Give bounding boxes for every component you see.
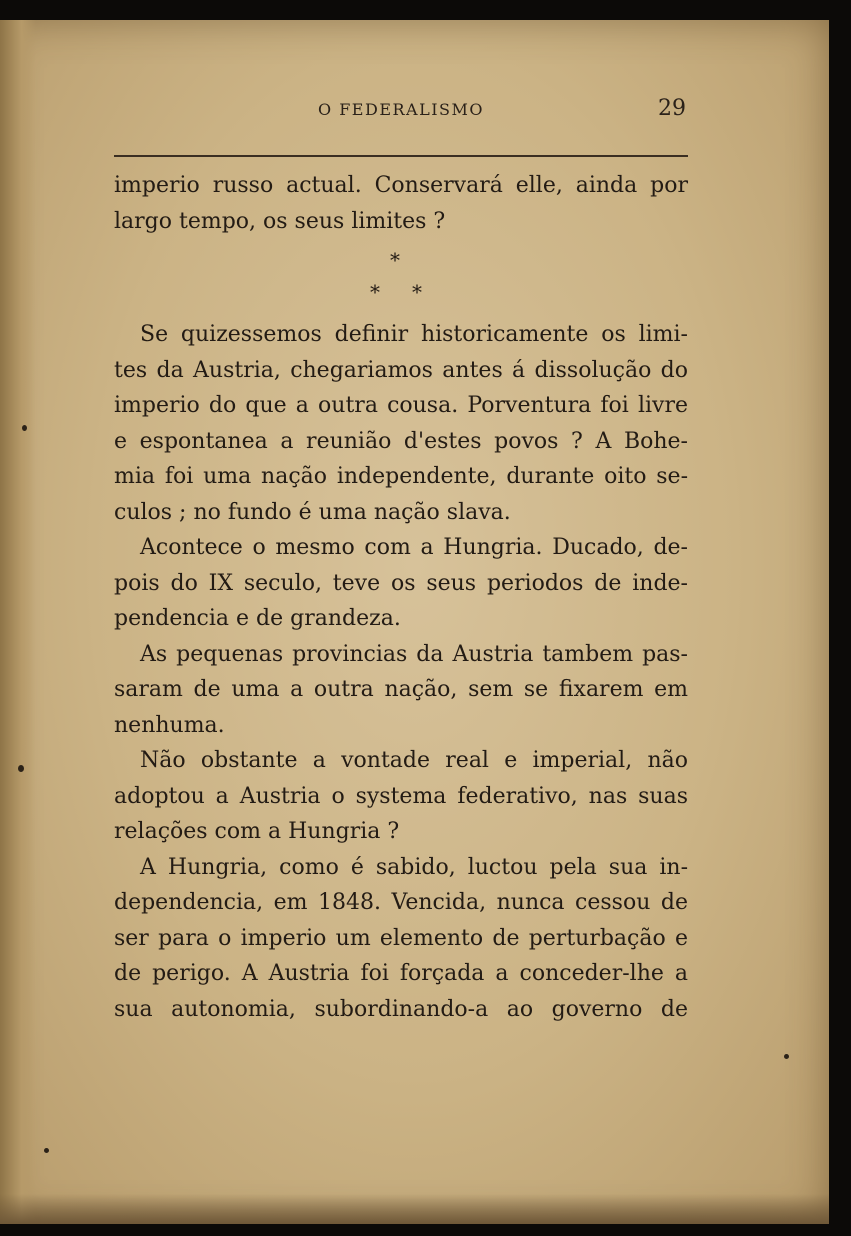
asterisk-ornament: *: [412, 280, 422, 304]
paragraph: [114, 530, 688, 637]
text-line: relações com a Hungria ?: [114, 819, 400, 844]
speck: [784, 1054, 789, 1059]
paragraph: [114, 743, 688, 850]
text-line: pois do IX seculo, teve os seus periodos de inde-: [114, 570, 688, 596]
text-line: Acontece o mesmo com a Hungria. Ducado, de-: [140, 535, 688, 560]
text-line: imperio do que a outra cousa. Porventura foi livre: [114, 393, 688, 418]
text-line: pendencia e de grandeza.: [114, 606, 401, 631]
text-line: mia foi uma nação independente, durante oito se-: [114, 464, 688, 489]
text-line: e espontanea a reunião d'estes povos ? A Bohe-: [114, 428, 688, 454]
paragraph: [114, 168, 688, 239]
text-line: largo tempo, os seus limites ?: [114, 208, 446, 234]
asterisk-ornament: *: [370, 280, 380, 304]
text-line: adoptou a Austria o systema federativo, nas suas: [114, 783, 688, 809]
paragraph: [114, 317, 688, 530]
text-line: Não obstante a vontade real e imperial, não: [140, 748, 688, 773]
text-line: dependencia, em 1848. Vencida, nunca cessou de: [114, 890, 688, 915]
asterisk-ornament: *: [390, 248, 400, 272]
section-ornament: [114, 245, 688, 317]
text-line: de perigo. A Austria foi forçada a conceder-lhe a: [114, 961, 688, 986]
header-rule: [114, 155, 688, 157]
running-title: O FEDERALISMO: [318, 100, 484, 119]
page-number: 29: [658, 96, 686, 121]
text-line: culos ; no fundo é uma nação slava.: [114, 499, 511, 525]
text-line: saram de uma a outra nação, sem se fixarem em: [114, 677, 688, 702]
speck: [22, 425, 27, 431]
text-line: As pequenas provincias da Austria tambem pas-: [140, 641, 688, 667]
speck: [44, 1148, 49, 1153]
text-line: A Hungria, como é sabido, luctou pela sua in-: [140, 854, 688, 880]
paragraph: [114, 637, 688, 744]
text-line: sua autonomia, subordinando-a ao governo de: [114, 996, 688, 1022]
body-text: [114, 168, 688, 1027]
text-line: ser para o imperio um elemento de perturbação e: [114, 925, 688, 951]
paragraph: [114, 850, 688, 1028]
text-line: Se quizessemos definir historicamente os limi-: [140, 322, 688, 347]
text-line: imperio russo actual. Conservará elle, ainda por: [114, 173, 688, 198]
text-line: tes da Austria, chegariamos antes á dissolução do: [114, 357, 688, 383]
running-header: [112, 96, 690, 130]
speck: [18, 765, 24, 772]
text-line: nenhuma.: [114, 712, 225, 738]
